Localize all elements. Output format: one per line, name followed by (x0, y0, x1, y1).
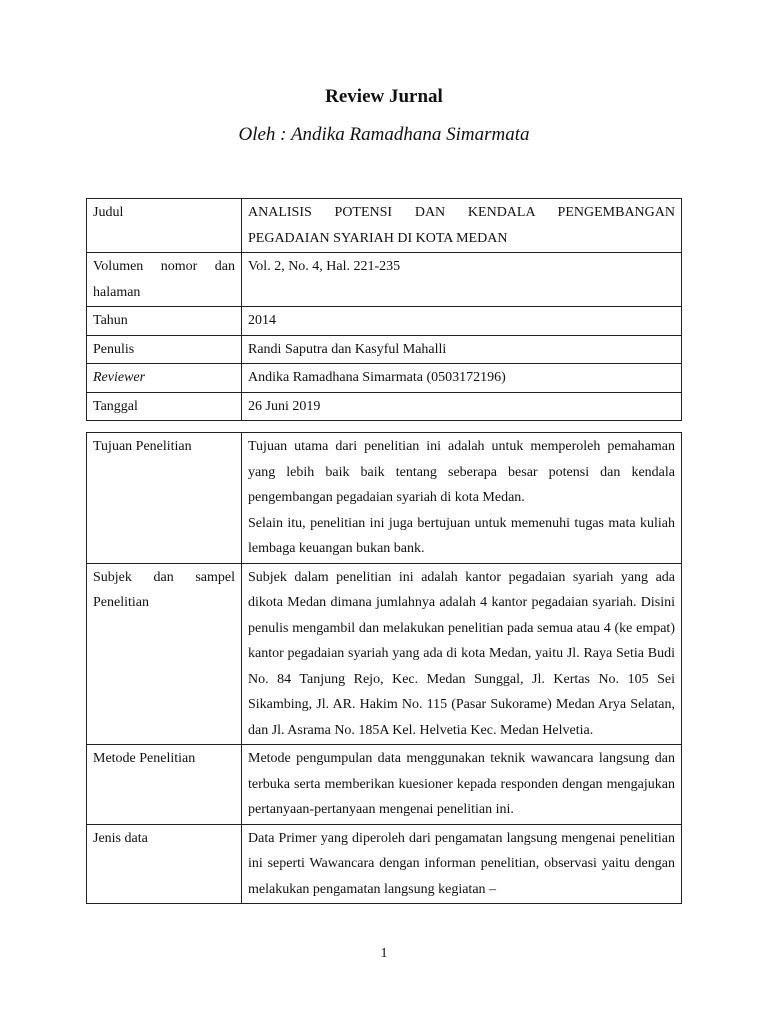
value-tujuan-penelitian (242, 433, 682, 564)
table-row (87, 364, 682, 393)
review-table (86, 432, 682, 904)
paragraph: Selain itu, penelitian ini juga bertujuan untuk memenuhi tugas mata kuliah lembaga keuangan bukan bank. (248, 515, 675, 556)
label-metode-penelitian: Metode Penelitian (87, 745, 242, 825)
paragraph: Subjek dalam penelitian ini adalah kantor pegadaian syariah yang ada dikota Medan dimana jumlahnya adalah 4 kantor pegadaian syariah. Disini penulis mengambil dan melakukan penelitian pada semua atau 4 (ke empat) kantor pegadaian syariah yang ada di kota Medan, yaitu Jl. Raya Setia Budi No. 84 Tanjung Rejo, Kec. Medan Sunggal, Jl. Kertas No. 105 Sei Sikambing, Jl. AR. Hakim No. 115 (Pasar Sukorame) Medan Arya Selatan, dan Jl. Asrama No. 185A Kel. Helvetia Kec. Medan Helvetia. (248, 569, 675, 738)
page-number: 1 (380, 946, 388, 961)
table-row (87, 335, 682, 364)
value-tanggal: 26 Juni 2019 (242, 392, 682, 421)
label-tujuan-penelitian: Tujuan Penelitian (87, 433, 242, 564)
value-reviewer: Andika Ramadhana Simarmata (0503172196) (242, 364, 682, 393)
label-subjek-sampel: Subjek dan sampel Penelitian (87, 563, 242, 745)
table-row (87, 392, 682, 421)
table-row (87, 745, 682, 825)
author-label: Oleh : (238, 124, 287, 145)
paragraph: Tujuan utama dari penelitian ini adalah untuk memperoleh pemahaman yang lebih baik baik tentang seberapa besar potensi dan kendala pengembangan pegadaian syariah di kota Medan. (248, 439, 675, 505)
label-reviewer: Reviewer (87, 364, 242, 393)
author-name: Andika Ramadhana Simarmata (290, 124, 530, 145)
paragraph: Data Primer yang diperoleh dari pengamatan langsung mengenai penelitian ini seperti Wawancara dengan informan penelitian, observasi yaitu dengan melakukan pengamatan langsung kegiatan – (248, 830, 675, 897)
label-tanggal: Tanggal (87, 392, 242, 421)
value-jenis-data (242, 824, 682, 904)
value-volume: Vol. 2, No. 4, Hal. 221-235 (242, 253, 682, 307)
table-row (87, 307, 682, 336)
document-author-line (0, 124, 768, 146)
table-row (87, 433, 682, 564)
table-row (87, 563, 682, 745)
document-title: Review Jurnal (325, 86, 443, 107)
label-penulis: Penulis (87, 335, 242, 364)
value-judul: ANALISIS POTENSI DAN KENDALA PENGEMBANGAN PEGADAIAN SYARIAH DI KOTA MEDAN (242, 199, 682, 253)
value-tahun: 2014 (242, 307, 682, 336)
value-metode-penelitian (242, 745, 682, 825)
table-row (87, 253, 682, 307)
journal-info-table (86, 198, 682, 421)
label-judul: Judul (87, 199, 242, 253)
label-jenis-data: Jenis data (87, 824, 242, 904)
label-volume: Volumen nomor dan halaman (87, 253, 242, 307)
table-row (87, 824, 682, 904)
paragraph: Metode pengumpulan data menggunakan teknik wawancara langsung dan terbuka serta memberikan kuesioner kepada responden dengan mengajukan pertanyaan-pertanyaan mengenai penelitian ini. (248, 751, 675, 817)
label-tahun: Tahun (87, 307, 242, 336)
value-penulis: Randi Saputra dan Kasyful Mahalli (242, 335, 682, 364)
value-subjek-sampel (242, 563, 682, 745)
table-row (87, 199, 682, 253)
